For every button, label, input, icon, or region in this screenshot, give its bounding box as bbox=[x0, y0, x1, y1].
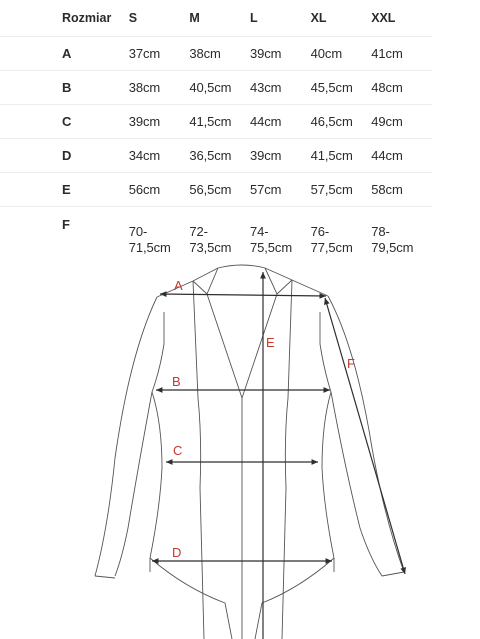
table-cell: 37cm bbox=[129, 37, 190, 71]
table-cell: 56,5cm bbox=[189, 173, 250, 207]
label-d: D bbox=[172, 545, 182, 560]
table-cell: 38cm bbox=[129, 71, 190, 105]
table-cell: 41cm bbox=[371, 37, 432, 71]
table-cell: 57cm bbox=[250, 173, 311, 207]
table-cell: 38cm bbox=[189, 37, 250, 71]
header-size-m: M bbox=[189, 11, 200, 25]
right-leg-opening bbox=[255, 558, 334, 639]
table-cell: 74- 75,5cm bbox=[250, 207, 311, 274]
collar-line bbox=[218, 265, 265, 268]
left-shoulder-line bbox=[157, 268, 218, 297]
row-label: E bbox=[0, 173, 129, 207]
table-cell: 57,5cm bbox=[311, 173, 372, 207]
table-row bbox=[0, 37, 432, 71]
header-size-l: L bbox=[250, 11, 258, 25]
table-cell: 45,5cm bbox=[311, 71, 372, 105]
table-cell: 34cm bbox=[129, 139, 190, 173]
left-seam bbox=[193, 281, 204, 639]
right-shoulder-line bbox=[265, 268, 328, 296]
right-lapel-line bbox=[277, 280, 292, 294]
table-cell: 72- 73,5cm bbox=[189, 207, 250, 274]
table-cell: 39cm bbox=[250, 37, 311, 71]
right-seam bbox=[282, 280, 292, 639]
label-e: E bbox=[266, 335, 275, 350]
row-label: B bbox=[0, 71, 129, 105]
bodysuit-outline-svg bbox=[0, 258, 480, 639]
table-cell: 41,5cm bbox=[189, 105, 250, 139]
table-cell: 58cm bbox=[371, 173, 432, 207]
header-size-s: S bbox=[128, 11, 137, 25]
header-rozmiar: Rozmiar bbox=[62, 11, 112, 25]
label-a: A bbox=[174, 278, 183, 293]
left-sleeve-outer bbox=[95, 297, 157, 576]
label-b: B bbox=[172, 374, 181, 389]
table-cell: 56cm bbox=[129, 173, 190, 207]
table-row bbox=[0, 139, 432, 173]
size-chart-table bbox=[0, 0, 432, 273]
table-cell: 36,5cm bbox=[189, 139, 250, 173]
table-cell: 44cm bbox=[371, 139, 432, 173]
left-body-side bbox=[150, 392, 162, 558]
right-sleeve-inner bbox=[320, 312, 382, 576]
table-cell: 46,5cm bbox=[311, 105, 372, 139]
right-body-side bbox=[322, 392, 334, 558]
header-size-xl: XL bbox=[310, 11, 327, 25]
table-header-row bbox=[0, 0, 432, 37]
table-cell: 49cm bbox=[371, 105, 432, 139]
table-row bbox=[0, 105, 432, 139]
table-cell: 41,5cm bbox=[311, 139, 372, 173]
table-row bbox=[0, 71, 432, 105]
row-label: F bbox=[0, 207, 129, 274]
left-sleeve-inner bbox=[115, 312, 164, 576]
table-cell: 43cm bbox=[250, 71, 311, 105]
label-c: C bbox=[173, 443, 183, 458]
left-leg-opening bbox=[150, 558, 232, 639]
table-cell: 39cm bbox=[250, 139, 311, 173]
row-label: C bbox=[0, 105, 129, 139]
left-cuff bbox=[95, 576, 115, 578]
table-cell: 70- 71,5cm bbox=[129, 207, 190, 274]
table-cell: 40cm bbox=[311, 37, 372, 71]
row-label: D bbox=[0, 139, 129, 173]
table-cell: 44cm bbox=[250, 105, 311, 139]
table-cell: 78- 79,5cm bbox=[371, 207, 432, 274]
measurement-lines bbox=[152, 272, 405, 639]
garment-measurement-diagram bbox=[0, 258, 480, 639]
table-cell: 76- 77,5cm bbox=[311, 207, 372, 274]
bodysuit-outline bbox=[95, 265, 404, 639]
left-lapel-line bbox=[193, 281, 207, 294]
table-cell: 39cm bbox=[129, 105, 190, 139]
table-cell: 40,5cm bbox=[189, 71, 250, 105]
table-row bbox=[0, 173, 432, 207]
label-f: F bbox=[347, 356, 355, 371]
right-cuff bbox=[382, 572, 404, 576]
measure-line-f bbox=[325, 298, 405, 574]
row-label: A bbox=[0, 37, 129, 71]
table-cell: 48cm bbox=[371, 71, 432, 105]
v-neck-line bbox=[207, 268, 277, 398]
measure-line-a bbox=[160, 294, 326, 296]
header-size-xxl: XXL bbox=[371, 11, 396, 25]
